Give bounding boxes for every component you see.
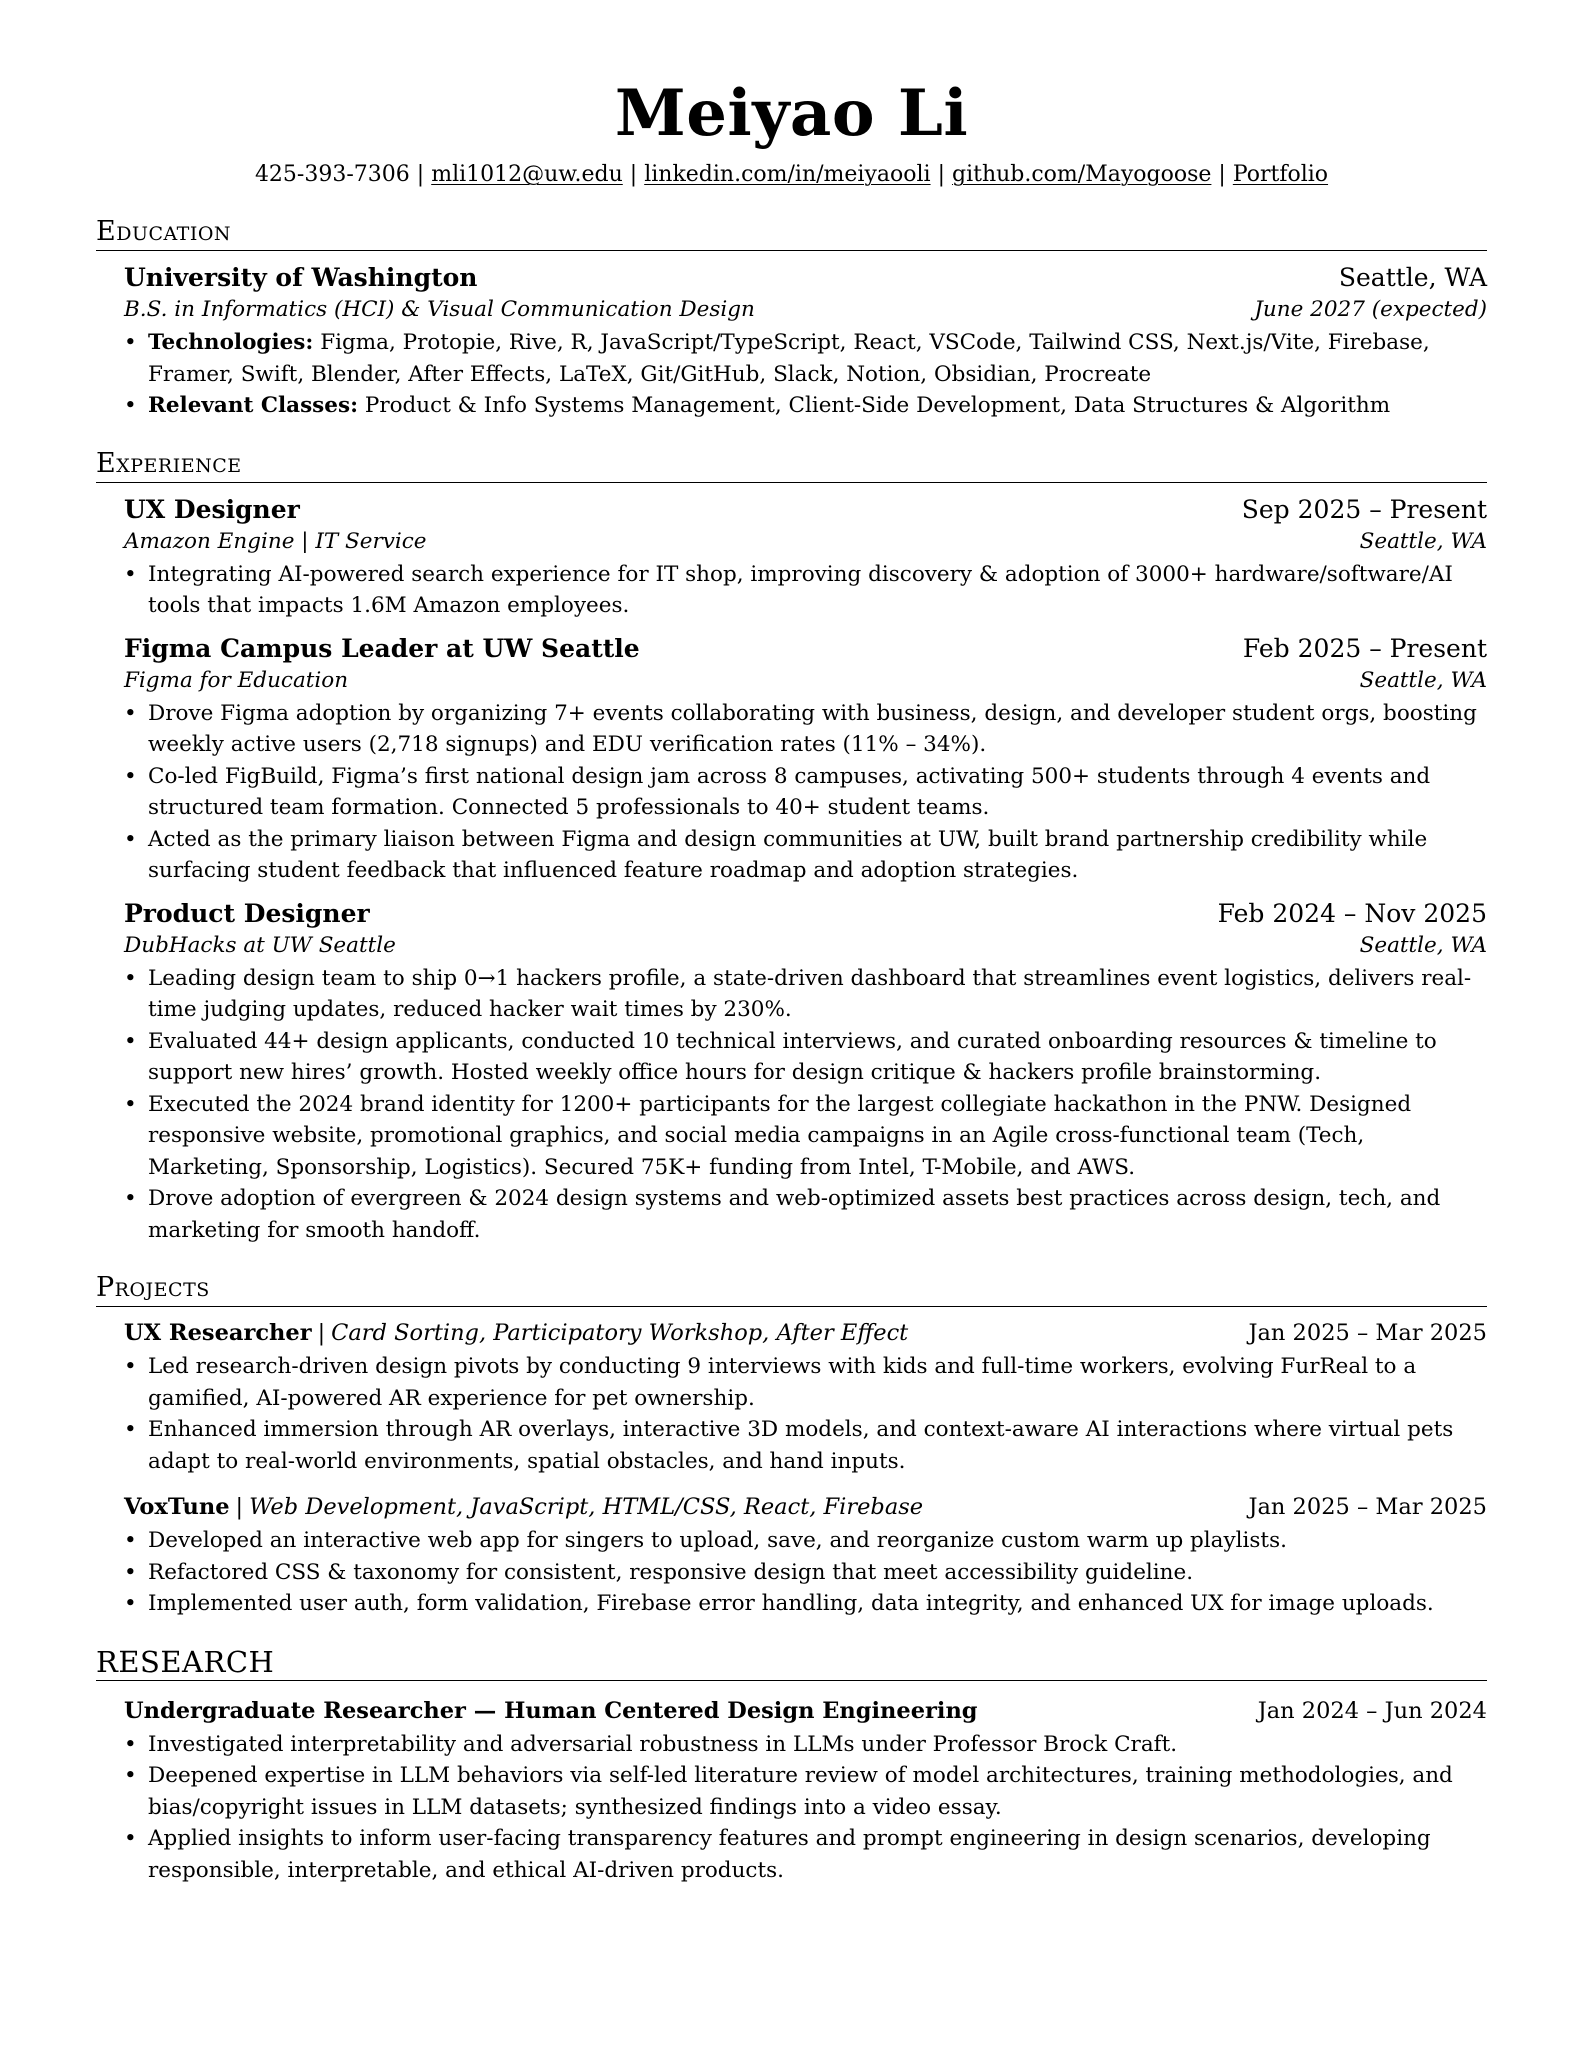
education-bullets (124, 327, 1487, 422)
education-section (96, 216, 1487, 422)
research-dates: Jan 2024 – Jun 2024 (1257, 1697, 1487, 1724)
project-name: UX Researcher (124, 1320, 312, 1346)
list-item: • Applied insights to inform user-facing transparency features and prompt engineering in design scenarios, developing responsible, interpretable, and ethical AI-driven products. (148, 1823, 1487, 1886)
separator: | (235, 1494, 244, 1520)
project-bullets (124, 1351, 1487, 1477)
contact-line (96, 160, 1487, 190)
project-bullets (124, 1525, 1487, 1620)
projects-section (96, 1272, 1487, 1620)
job-location: Seattle, WA (1359, 528, 1487, 554)
job-org: DubHacks at UW Seattle (124, 932, 396, 958)
list-item: • Acted as the primary liaison between Figma and design communities at UW, built brand partnership credibility while surfacing student feedback that influenced feature roadmap and adoption strategies. (148, 824, 1487, 887)
research-bullets (124, 1729, 1487, 1887)
section-title-experience: Experience (96, 448, 1487, 483)
github-link[interactable]: github.com/Mayogoose (951, 162, 1212, 187)
job-dates: Feb 2025 – Present (1242, 633, 1487, 663)
separator: | (937, 162, 945, 187)
list-item: • Drove adoption of evergreen & 2024 design systems and web-optimized assets best practices across design, tech, and marketing for smooth handoff. (148, 1183, 1487, 1246)
project-tags: Web Development, JavaScript, HTML/CSS, React, Firebase (249, 1494, 924, 1520)
research-entry (124, 1695, 1487, 1887)
project-entry (124, 1317, 1487, 1477)
project-dates: Jan 2025 – Mar 2025 (1248, 1320, 1487, 1346)
list-item: • Investigated interpretability and adversarial robustness in LLMs under Professor Brock Craft. (148, 1729, 1487, 1761)
job-role: Product Designer (124, 898, 370, 928)
portfolio-link[interactable]: Portfolio (1232, 162, 1329, 187)
job-org: Amazon Engine | IT Service (124, 528, 427, 554)
separator: | (317, 1320, 326, 1346)
list-item: • Co-led FigBuild, Figma’s first national design jam across 8 campuses, activating 500+ students through 4 events and structured team formation. Connected 5 professionals to 40+ student teams. (148, 761, 1487, 824)
list-item: • Executed the 2024 brand identity for 1200+ participants for the largest collegiate hackathon in the PNW. Designed responsive website, promotional graphics, and social media campaigns in an Agile cross-functional team (Tech, Marketing, Sponsorship, Logistics). Secured 75K+ funding from Intel, T-Mobile, and AWS. (148, 1089, 1487, 1184)
education-entry (124, 261, 1487, 422)
research-role: Undergraduate Researcher — Human Centered Design Engineering (124, 1697, 978, 1724)
bullet-label: Relevant Classes: (148, 393, 359, 418)
project-entry (124, 1491, 1487, 1620)
school-name: University of Washington (124, 263, 478, 292)
job-location: Seattle, WA (1359, 932, 1487, 958)
project-dates: Jan 2025 – Mar 2025 (1248, 1494, 1487, 1520)
section-title-research: RESEARCH (96, 1646, 1487, 1681)
phone-number: 425-393-7306 (254, 162, 410, 187)
list-item (148, 390, 1487, 422)
separator: | (416, 162, 425, 187)
job-org: Figma for Education (124, 667, 349, 693)
list-item: • Drove Figma adoption by organizing 7+ events collaborating with business, design, and developer student orgs, boosting weekly active users (2,718 signups) and EDU verification rates (11% – 34%). (148, 698, 1487, 761)
list-item: • Leading design team to ship 0→1 hackers profile, a state-driven dashboard that streamlines event logistics, delivers real-time judging updates, reduced hacker wait times by 230%. (148, 963, 1487, 1026)
school-location: Seattle, WA (1338, 263, 1487, 292)
list-item: • Led research-driven design pivots by conducting 9 interviews with kids and full-time workers, evolving FurReal to a gamified, AI-powered AR experience for pet ownership. (148, 1351, 1487, 1414)
job-entry (124, 632, 1487, 887)
list-item: • Developed an interactive web app for singers to upload, save, and reorganize custom warm up playlists. (148, 1525, 1487, 1557)
project-tags: Card Sorting, Participatory Workshop, After Effect (331, 1320, 909, 1346)
section-title-projects: Projects (96, 1272, 1487, 1307)
job-bullets (124, 559, 1487, 622)
project-name: VoxTune (124, 1494, 230, 1520)
separator: | (629, 162, 638, 187)
list-item: • Enhanced immersion through AR overlays, interactive 3D models, and context-aware AI interactions where virtual pets adapt to real-world environments, spatial obstacles, and hand inputs. (148, 1414, 1487, 1477)
bullet-label: Technologies: (148, 330, 314, 355)
degree: B.S. in Informatics (HCI) & Visual Communication Design (124, 297, 755, 322)
section-title-education: Education (96, 216, 1487, 251)
bullet-text: Figma, Protopie, Rive, R, JavaScript/TypeScript, React, VSCode, Tailwind CSS, Next.js/Vite, Firebase, Framer, Swift, Blender, After Effects, LaTeX, Git/GitHub, Slack, Notion, Obsidian, Procreate (148, 330, 1430, 387)
experience-section (96, 448, 1487, 1247)
job-role: Figma Campus Leader at UW Seattle (124, 633, 640, 663)
job-location: Seattle, WA (1359, 667, 1487, 693)
list-item: • Refactored CSS & taxonomy for consistent, responsive design that meet accessibility guideline. (148, 1557, 1487, 1589)
job-dates: Feb 2024 – Nov 2025 (1217, 898, 1487, 928)
bullet-text: Product & Info Systems Management, Client-Side Development, Data Structures & Algorithm (364, 393, 1391, 418)
list-item: • Integrating AI-powered search experience for IT shop, improving discovery & adoption of 3000+ hardware/software/AI tools that impacts 1.6M Amazon employees. (148, 559, 1487, 622)
list-item: • Implemented user auth, form validation, Firebase error handling, data integrity, and enhanced UX for image uploads. (148, 1588, 1487, 1620)
list-item: • Evaluated 44+ design applicants, conducted 10 technical interviews, and curated onboarding resources & timeline to support new hires’ growth. Hosted weekly office hours for design critique & hackers profile brainstorming. (148, 1026, 1487, 1089)
job-entry (124, 493, 1487, 622)
research-section (96, 1646, 1487, 1887)
job-bullets (124, 698, 1487, 887)
list-item: • Deepened expertise in LLM behaviors via self-led literature review of model architectures, training methodologies, and bias/copyright issues in LLM datasets; synthesized findings into a video essay. (148, 1760, 1487, 1823)
graduation-date: June 2027 (expected) (1254, 297, 1487, 322)
list-item (148, 327, 1487, 390)
candidate-name: Meiyao Li (614, 76, 969, 151)
job-dates: Sep 2025 – Present (1241, 494, 1487, 524)
email-link[interactable]: mli1012@uw.edu (431, 162, 623, 187)
job-bullets (124, 963, 1487, 1247)
linkedin-link[interactable]: linkedin.com/in/meiyaooli (644, 162, 931, 187)
job-role: UX Designer (124, 494, 300, 524)
separator: | (1218, 162, 1226, 187)
job-entry (124, 897, 1487, 1247)
